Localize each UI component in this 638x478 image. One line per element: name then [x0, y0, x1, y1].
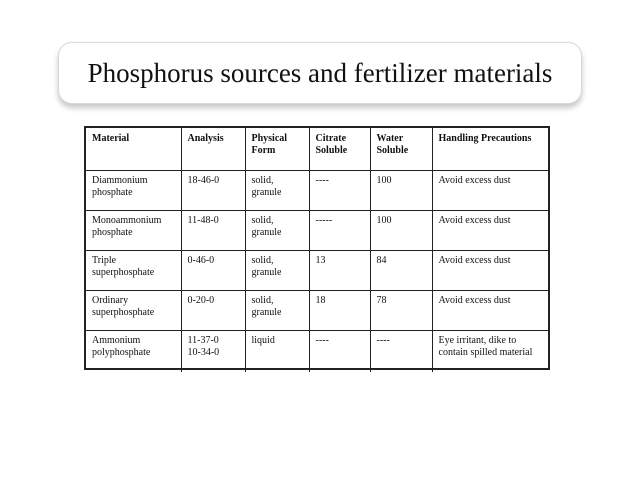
cell-analysis-line1: 11-37-0 — [187, 334, 219, 346]
cell-material-line2: polyphosphate — [92, 346, 151, 358]
header-citrate-soluble-line2: Soluble — [315, 145, 348, 156]
header-water-soluble-line1: Water — [376, 133, 404, 144]
header-material — [86, 128, 181, 170]
cell-material — [86, 210, 181, 250]
cell-handling-precautions-line2: contain spilled material — [438, 346, 533, 358]
slide-title-box — [58, 42, 582, 104]
cell-physical-form — [245, 210, 309, 250]
cell-water-soluble-value: 84 — [376, 254, 387, 266]
cell-water-soluble-value: ---- — [376, 334, 390, 346]
cell-analysis-line1: 0-46-0 — [187, 254, 215, 266]
cell-physical-form-line1: solid, — [251, 294, 274, 306]
cell-water-soluble — [370, 330, 432, 372]
header-physical-form-line2: Form — [251, 145, 276, 156]
cell-material-line2: phosphate — [92, 226, 133, 238]
cell-physical-form-line2: granule — [251, 226, 282, 238]
cell-analysis — [181, 210, 245, 250]
slide-title: Phosphorus sources and fertilizer materials — [87, 57, 553, 88]
header-physical-form — [245, 128, 309, 170]
cell-material-line2: superphosphate — [92, 306, 155, 318]
header-physical-form-line1: Physical — [251, 133, 288, 144]
cell-water-soluble-value: 100 — [376, 214, 392, 226]
cell-handling-precautions — [432, 170, 548, 210]
table-row — [86, 210, 548, 250]
cell-handling-precautions-line1: Avoid excess dust — [438, 174, 511, 186]
cell-material-line2: phosphate — [92, 186, 133, 198]
header-handling-precautions — [432, 128, 548, 170]
cell-analysis-line1: 18-46-0 — [187, 174, 220, 186]
cell-physical-form-line1: solid, — [251, 254, 274, 266]
cell-handling-precautions — [432, 250, 548, 290]
cell-handling-precautions — [432, 290, 548, 330]
cell-material — [86, 330, 181, 372]
header-handling-precautions-text: Handling Precautions — [438, 133, 532, 144]
table-row — [86, 250, 548, 290]
header-analysis-text: Analysis — [187, 133, 224, 144]
cell-water-soluble-value: 100 — [376, 174, 392, 186]
cell-water-soluble — [370, 210, 432, 250]
cell-material-line1: Ammonium — [92, 334, 141, 346]
cell-handling-precautions-line1: Avoid excess dust — [438, 214, 511, 226]
cell-analysis — [181, 170, 245, 210]
cell-analysis — [181, 250, 245, 290]
cell-analysis-line1: 0-20-0 — [187, 294, 215, 306]
table-row — [86, 330, 548, 372]
cell-physical-form-line1: liquid — [251, 334, 275, 346]
cell-handling-precautions-line1: Avoid excess dust — [438, 294, 511, 306]
cell-physical-form-line2: granule — [251, 186, 282, 198]
cell-physical-form — [245, 290, 309, 330]
cell-physical-form — [245, 330, 309, 372]
fertilizer-table — [86, 128, 548, 372]
header-citrate-soluble-line1: Citrate — [315, 133, 347, 144]
cell-material-line1: Diammonium — [92, 174, 148, 186]
cell-citrate-soluble — [309, 330, 370, 372]
cell-analysis-line1: 11-48-0 — [187, 214, 219, 226]
cell-handling-precautions-line1: Eye irritant, dike to — [438, 334, 517, 346]
cell-handling-precautions — [432, 210, 548, 250]
cell-handling-precautions-line1: Avoid excess dust — [438, 254, 511, 266]
cell-physical-form-line2: granule — [251, 306, 282, 318]
header-material-text: Material — [92, 133, 130, 144]
cell-physical-form-line2: granule — [251, 266, 282, 278]
cell-citrate-soluble — [309, 290, 370, 330]
header-analysis — [181, 128, 245, 170]
cell-physical-form — [245, 250, 309, 290]
cell-citrate-soluble-value: 13 — [315, 254, 326, 266]
cell-citrate-soluble — [309, 250, 370, 290]
table-header-row — [86, 128, 548, 170]
cell-material — [86, 290, 181, 330]
header-water-soluble-line2: Soluble — [376, 145, 409, 156]
cell-physical-form-line1: solid, — [251, 174, 274, 186]
header-water-soluble — [370, 128, 432, 170]
cell-physical-form-line1: solid, — [251, 214, 274, 226]
cell-material-line1: Ordinary — [92, 294, 129, 306]
cell-analysis-line2: 10-34-0 — [187, 346, 220, 358]
cell-material — [86, 250, 181, 290]
header-citrate-soluble — [309, 128, 370, 170]
cell-water-soluble — [370, 170, 432, 210]
cell-physical-form — [245, 170, 309, 210]
cell-handling-precautions — [432, 330, 548, 372]
cell-citrate-soluble-value: 18 — [315, 294, 326, 306]
cell-citrate-soluble-value: ---- — [315, 334, 329, 346]
cell-water-soluble — [370, 290, 432, 330]
cell-citrate-soluble — [309, 210, 370, 250]
cell-water-soluble-value: 78 — [376, 294, 387, 306]
cell-citrate-soluble — [309, 170, 370, 210]
cell-material-line1: Monoammonium — [92, 214, 162, 226]
cell-citrate-soluble-value: ---- — [315, 174, 329, 186]
fertilizer-table-container — [84, 126, 550, 370]
cell-material-line2: superphosphate — [92, 266, 155, 278]
cell-material-line1: Triple — [92, 254, 117, 266]
cell-analysis — [181, 330, 245, 372]
cell-water-soluble — [370, 250, 432, 290]
table-row — [86, 170, 548, 210]
cell-analysis — [181, 290, 245, 330]
cell-citrate-soluble-value: ----- — [315, 214, 333, 226]
cell-material — [86, 170, 181, 210]
table-row — [86, 290, 548, 330]
